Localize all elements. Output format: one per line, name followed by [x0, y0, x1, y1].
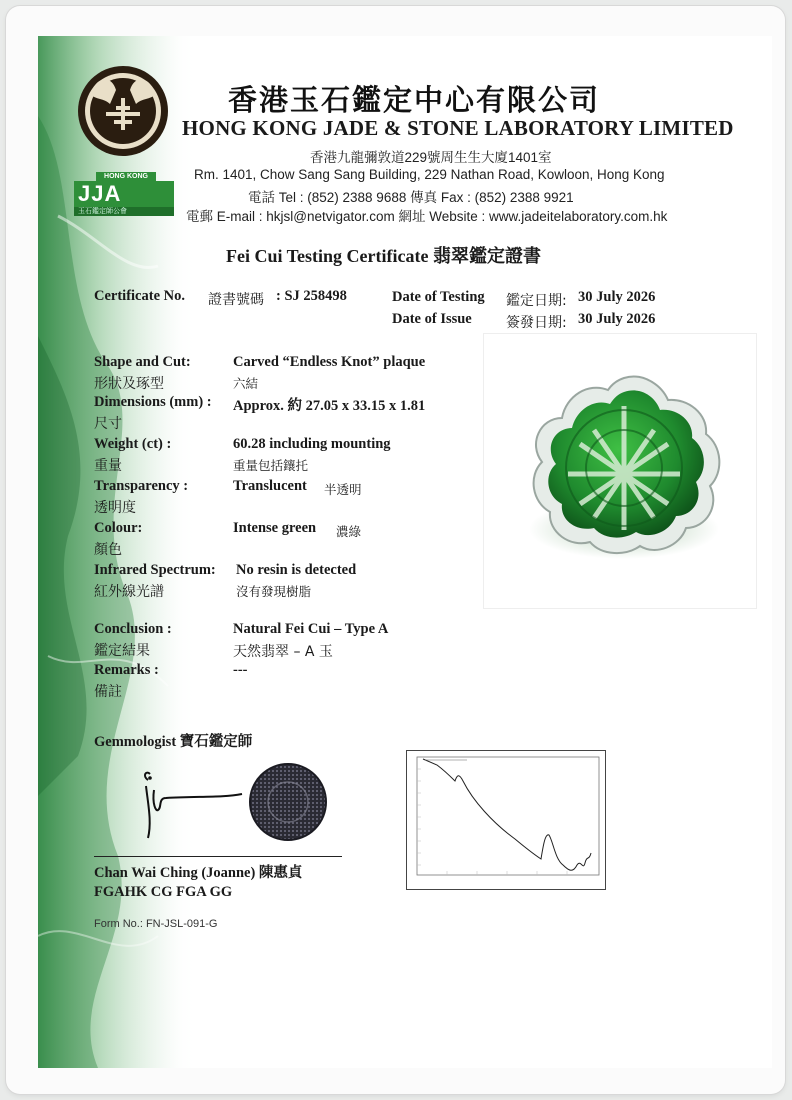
conclusion-label: Conclusion :: [94, 621, 172, 637]
infrared-value-cn: 沒有發現樹脂: [236, 584, 312, 599]
colour-label: Colour:: [94, 520, 143, 536]
weight-value: 60.28 including mounting: [233, 436, 391, 452]
dimensions-value: Approx. 約 27.05 x 33.15 x 1.81: [233, 398, 426, 414]
spectrum-plot-image: [407, 751, 605, 889]
weight-label: Weight (ct) :: [94, 436, 172, 452]
badge-main-text: JJA: [74, 181, 174, 207]
certificate-sheet: [38, 36, 772, 1068]
testing-date-label-cn: 鑑定日期:: [506, 293, 567, 309]
gemmologist-name: Chan Wai Ching (Joanne) 陳惠貞: [94, 865, 303, 881]
remarks-value: ---: [233, 662, 248, 678]
address-chinese: 香港九龍彌敦道229號周生生大廈1401室: [310, 150, 552, 165]
shape-label: Shape and Cut:: [94, 354, 191, 370]
endless-knot-plaque-image: [484, 334, 756, 608]
infrared-label: Infrared Spectrum:: [94, 562, 216, 578]
dimensions-label: Dimensions (mm) :: [94, 394, 212, 410]
remarks-label-cn: 備註: [94, 684, 122, 700]
transparency-label-cn: 透明度: [94, 500, 136, 516]
phone-fax-line: 電話 Tel : (852) 2388 9688 傳真 Fax : (852) 2388 9921: [248, 190, 574, 205]
certificate-number: : SJ 258498: [276, 288, 347, 304]
weight-label-cn: 重量: [94, 458, 122, 474]
transparency-label: Transparency :: [94, 478, 189, 494]
infrared-label-cn: 紅外線光譜: [94, 584, 164, 600]
testing-date: 30 July 2026: [578, 289, 656, 305]
certificate-number-label: Certificate No.: [94, 288, 185, 304]
horse-emblem-logo: [76, 64, 170, 158]
issue-date-label-cn: 簽發日期:: [506, 315, 567, 331]
testing-date-label: Date of Testing: [392, 289, 485, 305]
issue-date: 30 July 2026: [578, 311, 656, 327]
embossed-seal-image: [248, 762, 328, 842]
signature-image: [136, 764, 246, 844]
shape-value-cn: 六結: [233, 376, 259, 391]
address-english: Rm. 1401, Chow Sang Sang Building, 229 Nathan Road, Kowloon, Hong Kong: [194, 167, 665, 182]
infrared-value: No resin is detected: [236, 562, 357, 578]
company-name-chinese: 香港玉石鑑定中心有限公司: [228, 83, 601, 117]
dimensions-label-cn: 尺寸: [94, 416, 122, 432]
conclusion-value: Natural Fei Cui – Type A: [233, 621, 389, 637]
colour-value-cn: 濃綠: [336, 524, 362, 539]
certificate-card: [6, 6, 785, 1094]
transparency-value: Translucent: [233, 478, 307, 494]
shape-label-cn: 形狀及琢型: [94, 376, 164, 392]
colour-value: Intense green: [233, 520, 317, 536]
form-number: Form No.: FN-JSL-091-G: [94, 918, 218, 930]
conclusion-label-cn: 鑑定結果: [94, 643, 150, 659]
company-name-english: HONG KONG JADE & STONE LABORATORY LIMITED: [182, 116, 734, 140]
remarks-label: Remarks :: [94, 662, 159, 678]
signature-line: [94, 856, 342, 857]
email-website-line: 電郵 E-mail : hkjsl@netvigator.com 網址 Website : www.jadeitelaboratory.com.hk: [186, 209, 668, 224]
shape-value: Carved “Endless Knot” plaque: [233, 354, 426, 370]
jja-badge: [74, 172, 174, 218]
certificate-number-label-cn: 證書號碼: [208, 292, 264, 308]
badge-bottom-text: 玉石鑑定師公會: [74, 207, 174, 216]
infrared-spectrum-chart: [406, 750, 606, 890]
gemmologist-credentials: FGAHK CG FGA GG: [94, 884, 233, 900]
certificate-title: Fei Cui Testing Certificate 翡翠鑑定證書: [226, 246, 541, 266]
transparency-value-cn: 半透明: [324, 482, 362, 497]
colour-label-cn: 顏色: [94, 542, 122, 558]
issue-date-label: Date of Issue: [392, 311, 472, 327]
conclusion-value-cn: 天然翡翠 – A 玉: [233, 644, 333, 660]
jade-plaque-photo: [484, 334, 756, 608]
gemmologist-label: Gemmologist 寶石鑑定師: [94, 734, 253, 750]
badge-top-text: HONG KONG: [96, 172, 156, 181]
weight-value-cn: 重量包括鑲托: [233, 458, 309, 473]
